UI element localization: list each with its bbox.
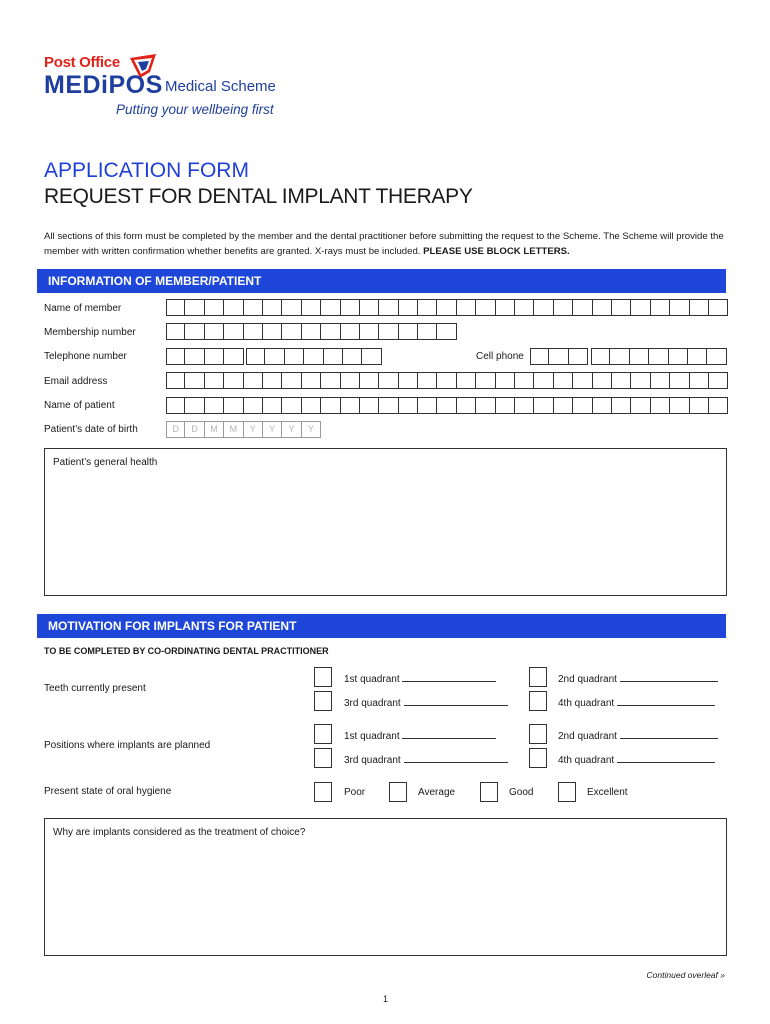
telephone-number-label: Telephone number — [44, 351, 127, 362]
email-address-label: Email address — [44, 376, 108, 387]
dob-cell[interactable]: Y — [282, 421, 301, 438]
letter-cell[interactable] — [304, 348, 323, 365]
logo-tagline: Putting your wellbeing first — [116, 102, 274, 117]
letter-cell[interactable] — [530, 348, 549, 365]
letter-cell[interactable] — [690, 299, 709, 316]
teeth-q1-label — [344, 672, 496, 685]
quadrant-text: 1st quadrant — [344, 674, 400, 685]
letter-cell[interactable] — [379, 397, 398, 414]
letter-cell[interactable] — [185, 323, 204, 340]
hygiene-excellent-checkbox[interactable] — [558, 782, 576, 802]
letter-cell[interactable] — [591, 348, 610, 365]
letter-cell[interactable] — [437, 299, 456, 316]
letter-cell[interactable] — [282, 323, 301, 340]
letter-cell[interactable] — [593, 372, 612, 389]
letter-cell[interactable] — [341, 323, 360, 340]
teeth-q2-checkbox[interactable] — [529, 667, 547, 687]
letter-cell[interactable] — [185, 397, 204, 414]
letter-cell[interactable] — [360, 299, 379, 316]
name-of-member-field[interactable] — [166, 299, 728, 316]
letter-cell[interactable] — [593, 299, 612, 316]
letter-cell[interactable] — [476, 299, 495, 316]
letter-cell[interactable] — [534, 397, 553, 414]
letter-cell[interactable] — [554, 372, 573, 389]
dob-cell[interactable]: Y — [302, 421, 321, 438]
telephone-code-field[interactable] — [166, 348, 244, 365]
teeth-q4-checkbox[interactable] — [529, 691, 547, 711]
page-number: 1 — [383, 994, 389, 1004]
letter-cell[interactable] — [612, 397, 631, 414]
dob-cell[interactable]: D — [185, 421, 204, 438]
letter-cell[interactable] — [205, 372, 224, 389]
letter-cell[interactable] — [457, 397, 476, 414]
logo-medipos: MEDiPOS — [44, 71, 163, 99]
letter-cell[interactable] — [379, 299, 398, 316]
dob-cell[interactable]: M — [205, 421, 224, 438]
why-implants-label: Why are implants considered as the treatment of choice? — [53, 827, 306, 838]
name-of-patient-label: Name of patient — [44, 400, 115, 411]
letter-cell[interactable] — [244, 372, 263, 389]
letter-cell[interactable] — [341, 397, 360, 414]
dob-cell[interactable]: M — [224, 421, 243, 438]
letter-cell[interactable] — [534, 299, 553, 316]
teeth-q4-line[interactable] — [617, 696, 715, 706]
positions-q2-line[interactable] — [620, 729, 718, 739]
letter-cell[interactable] — [360, 372, 379, 389]
form-subtitle: REQUEST FOR DENTAL IMPLANT THERAPY — [44, 185, 473, 208]
letter-cell[interactable] — [573, 372, 592, 389]
teeth-q3-line[interactable] — [404, 696, 508, 706]
date-of-birth-label: Patient’s date of birth — [44, 424, 138, 435]
letter-cell[interactable] — [282, 372, 301, 389]
letter-cell[interactable] — [707, 348, 726, 365]
letter-cell[interactable] — [418, 299, 437, 316]
letter-cell[interactable] — [670, 299, 689, 316]
letter-cell[interactable] — [418, 397, 437, 414]
name-of-member-label: Name of member — [44, 303, 122, 314]
letter-cell[interactable] — [224, 397, 243, 414]
letter-cell[interactable] — [554, 299, 573, 316]
letter-cell[interactable] — [166, 397, 185, 414]
letter-cell[interactable] — [612, 299, 631, 316]
letter-cell[interactable] — [360, 397, 379, 414]
letter-cell[interactable] — [573, 397, 592, 414]
letter-cell[interactable] — [224, 299, 243, 316]
teeth-q1-line[interactable] — [402, 672, 496, 682]
letter-cell[interactable] — [651, 397, 670, 414]
quadrant-text: 3rd quadrant — [344, 755, 401, 766]
letter-cell[interactable] — [321, 397, 340, 414]
letter-cell[interactable] — [593, 397, 612, 414]
letter-cell[interactable] — [360, 323, 379, 340]
letter-cell[interactable] — [418, 372, 437, 389]
positions-q2-checkbox[interactable] — [529, 724, 547, 744]
letter-cell[interactable] — [205, 397, 224, 414]
letter-cell[interactable] — [457, 299, 476, 316]
letter-cell[interactable] — [379, 372, 398, 389]
letter-cell[interactable] — [362, 348, 381, 365]
teeth-present-label: Teeth currently present — [44, 683, 146, 694]
letter-cell[interactable] — [549, 348, 568, 365]
letter-cell[interactable] — [302, 323, 321, 340]
letter-cell[interactable] — [670, 372, 689, 389]
quadrant-text: 3rd quadrant — [344, 698, 401, 709]
letter-cell[interactable] — [185, 299, 204, 316]
letter-cell[interactable] — [166, 372, 185, 389]
positions-q3-label — [344, 753, 508, 766]
general-health-textarea[interactable] — [44, 448, 727, 596]
letter-cell[interactable] — [265, 348, 284, 365]
letter-cell[interactable] — [244, 323, 263, 340]
letter-cell[interactable] — [631, 372, 650, 389]
letter-cell[interactable] — [554, 397, 573, 414]
teeth-q2-line[interactable] — [620, 672, 718, 682]
letter-cell[interactable] — [651, 299, 670, 316]
cell-phone-label: Cell phone — [476, 351, 524, 362]
letter-cell[interactable] — [166, 348, 185, 365]
letter-cell[interactable] — [302, 397, 321, 414]
positions-q1-label — [344, 729, 496, 742]
letter-cell[interactable] — [244, 299, 263, 316]
positions-q2-label — [558, 729, 718, 742]
letter-cell[interactable] — [399, 299, 418, 316]
positions-q1-line[interactable] — [402, 729, 496, 739]
letter-cell[interactable] — [631, 299, 650, 316]
hygiene-poor-checkbox[interactable] — [314, 782, 332, 802]
quadrant-text: 1st quadrant — [344, 731, 400, 742]
letter-cell[interactable] — [263, 299, 282, 316]
teeth-q4-label — [558, 696, 715, 709]
letter-cell[interactable] — [612, 372, 631, 389]
letter-cell[interactable] — [573, 299, 592, 316]
letter-cell[interactable] — [166, 299, 185, 316]
letter-cell[interactable] — [709, 299, 728, 316]
intro-text: All sections of this form must be completed by the member and the dental practitioner before submitting the request to the Scheme. The Scheme will provide the member with written confirmation whether benefits are granted. X-rays must be included. — [44, 231, 724, 257]
positions-q3-line[interactable] — [404, 753, 508, 763]
letter-cell[interactable] — [399, 323, 418, 340]
date-of-birth-field[interactable] — [166, 421, 321, 438]
intro-paragraph — [44, 229, 724, 259]
letter-cell[interactable] — [244, 397, 263, 414]
teeth-q3-checkbox[interactable] — [314, 691, 332, 711]
letter-cell[interactable] — [709, 397, 728, 414]
dob-cell[interactable]: Y — [244, 421, 263, 438]
letter-cell[interactable] — [515, 372, 534, 389]
membership-number-label: Membership number — [44, 327, 136, 338]
letter-cell[interactable] — [321, 372, 340, 389]
hygiene-average-checkbox[interactable] — [389, 782, 407, 802]
letter-cell[interactable] — [476, 372, 495, 389]
letter-cell[interactable] — [651, 372, 670, 389]
letter-cell[interactable] — [321, 323, 340, 340]
positions-q4-label — [558, 753, 715, 766]
letter-cell[interactable] — [282, 299, 301, 316]
quadrant-text: 4th quadrant — [558, 698, 615, 709]
letter-cell[interactable] — [379, 323, 398, 340]
letter-cell[interactable] — [302, 299, 321, 316]
teeth-q1-checkbox[interactable] — [314, 667, 332, 687]
letter-cell[interactable] — [569, 348, 588, 365]
letter-cell[interactable] — [496, 372, 515, 389]
general-health-label: Patient’s general health — [53, 457, 158, 468]
letter-cell[interactable] — [515, 397, 534, 414]
letter-cell[interactable] — [437, 323, 456, 340]
letter-cell[interactable] — [690, 372, 709, 389]
letter-cell[interactable] — [457, 372, 476, 389]
membership-number-field[interactable] — [166, 323, 457, 340]
letter-cell[interactable] — [476, 397, 495, 414]
oral-hygiene-label: Present state of oral hygiene — [44, 786, 172, 797]
hygiene-good-checkbox[interactable] — [480, 782, 498, 802]
letter-cell[interactable] — [185, 372, 204, 389]
letter-cell[interactable] — [631, 397, 650, 414]
letter-cell[interactable] — [670, 397, 689, 414]
form-title: APPLICATION FORM — [44, 159, 249, 182]
letter-cell[interactable] — [285, 348, 304, 365]
logo-medical-scheme: Medical Scheme — [165, 78, 276, 95]
letter-cell[interactable] — [418, 323, 437, 340]
letter-cell[interactable] — [515, 299, 534, 316]
letter-cell[interactable] — [343, 348, 362, 365]
section-member-patient-heading: INFORMATION OF MEMBER/PATIENT — [37, 269, 726, 293]
dob-cell[interactable]: Y — [263, 421, 282, 438]
letter-cell[interactable] — [437, 397, 456, 414]
hygiene-good-label: Good — [509, 787, 534, 798]
letter-cell[interactable] — [321, 299, 340, 316]
hygiene-average-label: Average — [418, 787, 456, 798]
quadrant-text: 4th quadrant — [558, 755, 615, 766]
letter-cell[interactable] — [630, 348, 649, 365]
letter-cell[interactable] — [709, 372, 728, 389]
letter-cell[interactable] — [610, 348, 629, 365]
teeth-q3-label — [344, 696, 508, 709]
letter-cell[interactable] — [496, 299, 515, 316]
telephone-number-field[interactable] — [246, 348, 382, 365]
name-of-patient-field[interactable] — [166, 397, 728, 414]
letter-cell[interactable] — [185, 348, 204, 365]
letter-cell[interactable] — [224, 323, 243, 340]
letter-cell[interactable] — [263, 397, 282, 414]
letter-cell[interactable] — [205, 299, 224, 316]
positions-q4-line[interactable] — [617, 753, 715, 763]
letter-cell[interactable] — [649, 348, 668, 365]
letter-cell[interactable] — [496, 397, 515, 414]
quadrant-text: 2nd quadrant — [558, 674, 617, 685]
letter-cell[interactable] — [166, 323, 185, 340]
letter-cell[interactable] — [534, 372, 553, 389]
letter-cell[interactable] — [205, 323, 224, 340]
letter-cell[interactable] — [205, 348, 224, 365]
teeth-q2-label — [558, 672, 718, 685]
letter-cell[interactable] — [324, 348, 343, 365]
hygiene-poor-label: Poor — [344, 787, 366, 798]
intro-emphasis: PLEASE USE BLOCK LETTERS. — [423, 246, 570, 257]
positions-q3-checkbox[interactable] — [314, 748, 332, 768]
letter-cell[interactable] — [690, 397, 709, 414]
letter-cell[interactable] — [302, 372, 321, 389]
letter-cell[interactable] — [224, 348, 243, 365]
dob-cell[interactable]: D — [166, 421, 185, 438]
cell-phone-number-field[interactable] — [591, 348, 727, 365]
letter-cell[interactable] — [688, 348, 707, 365]
letter-cell[interactable] — [263, 372, 282, 389]
letter-cell[interactable] — [399, 372, 418, 389]
letter-cell[interactable] — [437, 372, 456, 389]
continued-overleaf: Continued overleaf » — [646, 970, 725, 980]
positions-planned-label: Positions where implants are planned — [44, 740, 211, 751]
letter-cell[interactable] — [341, 372, 360, 389]
letter-cell[interactable] — [399, 397, 418, 414]
section-motivation-heading: MOTIVATION FOR IMPLANTS FOR PATIENT — [37, 614, 726, 638]
positions-q4-checkbox[interactable] — [529, 748, 547, 768]
cell-phone-code-field[interactable] — [530, 348, 588, 365]
quadrant-text: 2nd quadrant — [558, 731, 617, 742]
letter-cell[interactable] — [669, 348, 688, 365]
why-implants-textarea[interactable] — [44, 818, 727, 956]
hygiene-excellent-label: Excellent — [587, 787, 628, 798]
letter-cell[interactable] — [341, 299, 360, 316]
letter-cell[interactable] — [246, 348, 265, 365]
positions-q1-checkbox[interactable] — [314, 724, 332, 744]
email-address-field[interactable] — [166, 372, 728, 389]
practitioner-subheading: TO BE COMPLETED BY CO-ORDINATING DENTAL PRACTITIONER — [44, 646, 329, 656]
letter-cell[interactable] — [282, 397, 301, 414]
logo-post-office: Post Office — [44, 54, 120, 71]
letter-cell[interactable] — [224, 372, 243, 389]
letter-cell[interactable] — [263, 323, 282, 340]
